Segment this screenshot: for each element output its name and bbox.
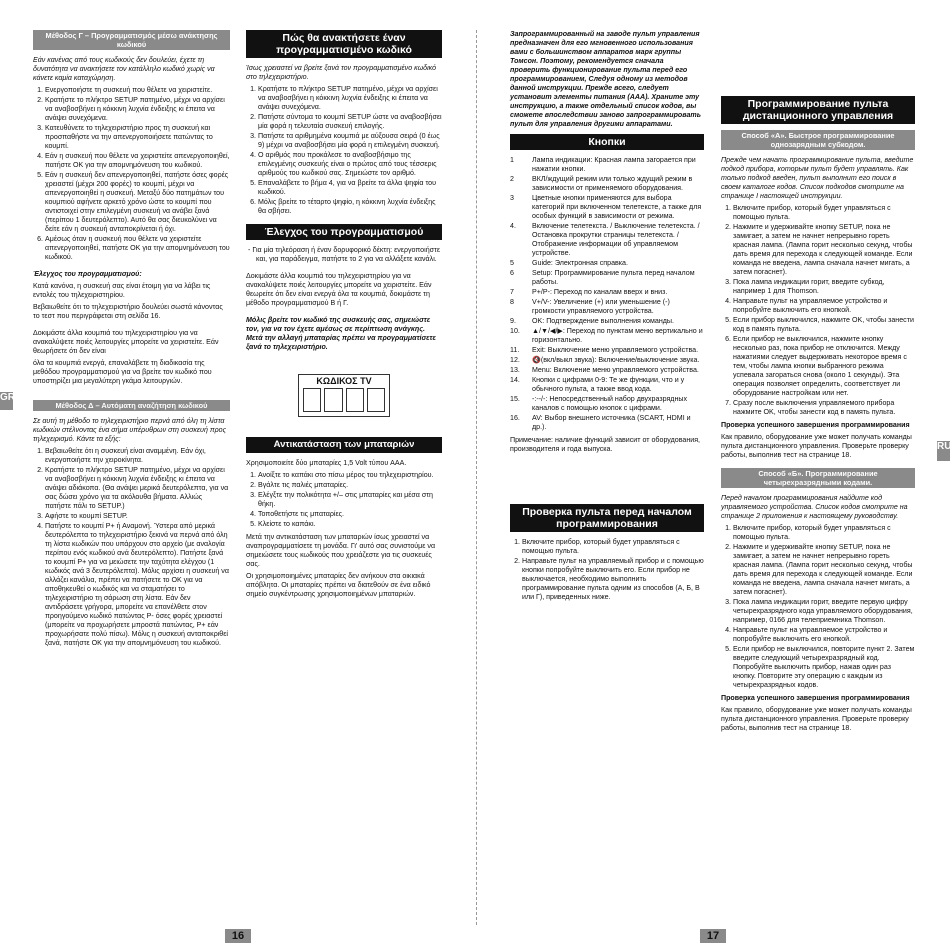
list-item: 1. Ενεργοποιήστε τη συσκευή που θέλετε να χειριστείτε. (45, 86, 230, 95)
method-a-title: Способ «А». Быстрое программирование однозарядным субкодом. (721, 130, 915, 150)
ru-intro: Запрограммированный на заводе пульт управления предназначен для его мгновенного использования вами с большинством аппаратов марк группы Томсон. Поэтому, рекомендуется сначала проверить функционирование пульта перед его программированием, Следуя одному из методов данной инструкции. Прежде всего, следует установит элементы питания (AAA). Храните эту инструкцию, а также отдельный список кодов, вы сможете впоследствии заново запрограммировать пульт для управления другими аппаратами. (510, 30, 701, 128)
column-3 (510, 30, 704, 606)
code-cell (346, 388, 364, 412)
check-paragraph: Βεβαιωθείτε ότι το τηλεχειριστήριο δουλεύει σωστά κάνοντας το τεστ που περιγράφεται στη σελίδα 16. (33, 303, 223, 320)
list-item: 3. Κατευθύνετε το τηλεχειριστήριο προς τη συσκευή και προσπαθήστε να την απενεργοποιήσετε πατώντας το κουμπί. (45, 124, 230, 151)
verify-text-a: Как правило, оборудование уже может получать команды пульта дистанционного управления. Проверьте проверку работы, выполнив тест на странице 18. (721, 433, 912, 459)
check-paragraph: Κατά κανόνα, η συσκευή σας είναι έτοιμη για να λάβει τις εντολές του τηλεχειριστηρίου. (33, 282, 211, 299)
list-item: 7 P+/P-: Переход по каналам вверх и вниз. (510, 288, 668, 296)
list-item: 4. Ο αριθμός που προκάλεσε το αναβοσβήσιμο της επιλεγμένης συσκευής είναι ο πρώτος από τους τέσσερις αριθμούς του κωδικού σας. Σημειώστε τον αριθμό. (258, 151, 442, 178)
method-b-steps (721, 524, 915, 690)
control-bullet-text: Για μία τηλεόραση ή έναν δορυφορικό δέκτη: ενεργοποιήστε και, για παράδειγμα, πατήστε το 2 για να αλλάξετε κανάλι. (252, 246, 440, 263)
list-item: 3. Пока лампа индикации горит, введите субкод, например 1 для Thomson. (733, 278, 915, 296)
code-cell (324, 388, 342, 412)
code-cell (367, 388, 385, 412)
list-item: 6. Αμέσως όταν η συσκευή που θέλετε να χειριστείτε απενεργοποιηθεί, πατήστε OK για την απομνημόνευση του κωδικού. (45, 235, 230, 262)
page-divider (476, 30, 477, 925)
list-item: 5. Если прибор выключился, нажмите OK, чтобы занести код в память пульта. (733, 316, 915, 334)
list-item: 2. Πατήστε σύντομα το κουμπί SETUP ώστε να αναβοσβήσει μία φορά η τελευταία συσκευή επιλογής. (258, 113, 442, 131)
method-d-steps (33, 447, 230, 648)
method-c-intro: Εάν κανένας από τους κωδικούς δεν δουλεύει, έχετε τη δυνατότητα να ανακτήσετε τον κατάλληλο κωδικό χωρίς να κάνετε καμία καταχώρηση. (33, 56, 215, 82)
list-item: 1. Βεβαιωθείτε ότι η συσκευή είναι αναμμένη. Εάν όχι, ενεργοποιήστε την χειροκίνητα. (45, 447, 230, 465)
list-item: 8 V+/V-: Увеличение (+) или уменьшение (-) громкости управляемого устройства. (510, 298, 670, 315)
list-item: 4. Направьте пульт на управляемое устройство и попробуйте выключить его кнопкой. (733, 626, 915, 644)
list-item: 1 Лампа индикации: Красная лампа загорается при нажатии кнопки. (510, 156, 696, 173)
list-item: 10. ▲/▼/◀/▶: Переход по пунктам меню вертикально и горизонтально. (510, 327, 703, 344)
code-cells (301, 386, 387, 414)
list-item: 4. Направьте пульт на управляемое устройство и попробуйте выключить его кнопкой. (733, 297, 915, 315)
check-before-title: Проверка пульта перед началом программирования (510, 504, 704, 532)
list-item: 1. Включите прибор, который будет управляться с помощью пульта. (733, 524, 915, 542)
method-d-intro: Σε αυτή τη μέθοδο το τηλεχειριστήριο περνά από όλη τη λίστα κωδικών στέλνοντας ένα σήμα υπέρυθρων στη συσκευή προς τηλεχειρισμό. Κάντε τα εξής: (33, 417, 227, 443)
control-bullet: - Για μία τηλεόραση ή έναν δορυφορικό δέκτη: ενεργοποιήστε και, για παράδειγμα, πατήστε το 2 για να αλλάξετε κανάλι. (248, 246, 440, 263)
list-item: 13. Menu: Включение меню управляемого устройства. (510, 366, 699, 374)
battery-paragraph: Οι χρησιμοποιημένες μπαταρίες δεν ανήκουν στα οικιακά απόβλητα. Οι μπαταρίες πρέπει να διατεθούν σε ένα ειδικό σημείο συγκέντρωσης χρησιμοποιημένων μπαταριών. (246, 572, 431, 598)
list-item: 3 Цветные кнопки применяются для выбора категорий при включенном телетексте, а также для особых функций в зависимости от режима. (510, 194, 702, 220)
method-c-steps (33, 86, 230, 262)
method-b-title: Способ «Б». Программирование четырехразрядными кодами. (721, 468, 915, 488)
verify-title-a: Проверка успешного завершения программирования (721, 421, 910, 429)
list-item: 2. Κρατήστε το πλήκτρο SETUP πατημένο, μέχρι να αρχίσει να αναβοσβήνει η κόκκινη λυχνία ένδειξης κι έπειτα να ανάψει συνεχόμενα. (45, 96, 230, 123)
check-paragraph: όλα τα κουμπιά ενεργά, επαναλάβετε τη διαδικασία της μεθόδου προγραμματισμού για να βρείτε τον κωδικό που υποστηρίζει μια μεγαλύτερη γκάμα λειτουργιών. (33, 359, 212, 385)
method-c-title: Μέθοδος Γ – Προγραμματισμός μέσω ανάκτησης κωδικού (33, 30, 230, 50)
list-item: 14. Кнопки с цифрами 0-9: Те же функции, что и у обычного пульта, а также ввод кода. (510, 376, 685, 393)
list-item: 16. AV: Выбор внешнего источника (SCART, HDMI и др.). (510, 414, 691, 431)
buttons-note: Примечание: наличие функций зависит от оборудования, производителя и года выпуска. (510, 436, 701, 453)
column-4 (721, 30, 915, 736)
retrieve-steps (246, 85, 442, 216)
verify-text-b: Как правило, оборудование уже может получать команды пульта дистанционного управления. Проверьте проверку работы, выполнив тест на странице 18. (721, 706, 912, 732)
list-item: 4. Πατήστε το κουμπί P+ ή Αναμονή. Ύστερα από μερικά δευτερόλεπτα το τηλεχειριστήριο ξεκινά να περνά από όλη τη λίστα κωδικών που υπάρχουν στο αρχείο (με αναλογία περίπου ενός κωδικού ανά δευτερόλεπτο). Πατήστε ξανά το κουμπί P+ για να μειώσετε την ταχύτητα ελέγχου (1 κωδικός ανά 3 δευτερόλεπτα). Μόλις αρχίσει η συσκευή να αλλάζει κανάλια, πρέπει να πατήσετε το OK για να αποθηκευθεί ο κωδικός και να σταματήσει το τηλεχειριστήριο τη σάρωση στη λίστα. Εάν δεν αντιδράσετε γρήγορα, μπορείτε να επανέλθετε στον προηγούμενο κωδικό πατώντας P- όσες φορές χρειαστεί (μπορείτε να προχωρήσετε μπροστά πατώντας, P+ εάν προχωρήσατε πολύ πίσω). Μόλις η συσκευή ανταποκριθεί ξανά, πατήστε OK για την απομνημόνευση του κωδικού. (45, 522, 230, 648)
list-item: 1. Включите прибор, который будет управляться с помощью пульта. (733, 204, 915, 222)
list-item: 2. Нажмите и удерживайте кнопку SETUP, пока не замигает, а затем не начнет непрерывно гореть красная лампа. (Лампа горит несколько секунд, чтобы дать время для перехода к следующей команде. Если команда не введена, лампа сначала начнет мигать, а затем погаснет). (733, 543, 915, 597)
battery-intro: Χρησιμοποιείτε δύο μπαταρίες 1,5 Volt τύπου AAA. (246, 459, 407, 467)
list-item: 5 Guide: Электронная справка. (510, 259, 628, 267)
page-number-left: 16 (225, 929, 251, 943)
control-title: Έλεγχος του προγραμματισμού (246, 224, 442, 240)
list-item: 3. Πατήστε τα αριθμημένα κουμπιά με αύξουσα σειρά (0 έως 9) μέχρι να αναβοσβήσει μία φορά η επιλεγμένη συσκευή. (258, 132, 442, 150)
control-note: Μόλις βρείτε τον κωδικό της συσκευής σας, σημειώστε τον, για να τον έχετε αμέσως σε περίπτωση ανάγκης. Μετά την αλλαγή μπαταρίας πρέπει να προγραμματίσετε ξανά το τηλεχειριστήριο. (246, 316, 436, 351)
check-paragraph: Δοκιμάστε άλλα κουμπιά του τηλεχειριστηρίου για να ανακαλύψετε ποιές λειτουργίες μπορείτε να χειριστείτε. Εάν θεωρήσετε ότι δεν είναι (33, 329, 219, 355)
list-item: 2. Βγάλτε τις παλιές μπαταρίες. (258, 481, 442, 490)
list-item: 2. Нажмите и удерживайте кнопку SETUP, пока не замигает, а затем не начнет непрерывно гореть красная лампа. (Лампа горит несколько секунд, чтобы дать время для перехода к следующей команде. Если команда не введена, лампа сначала начнет мигать, а затем погаснет). (733, 223, 915, 277)
check-before-steps (510, 538, 704, 602)
buttons-title: Кнопки (510, 134, 704, 150)
list-item: 2 ВКЛ/ждущий режим или только ждущий режим в зависимости от применяемого оборудования. (510, 175, 693, 192)
list-item: 7. Сразу после выключения управляемого прибора нажмите OK, чтобы занести код в память пульта. (733, 399, 915, 417)
list-item: 3. Αφήστε το κουμπί SETUP. (45, 512, 230, 521)
list-item: 5. Если прибор не выключился, повторите пункт 2. Затем введите следующий четырехразрядный код. Попробуйте выключить прибор, нажав один раз кнопку. Повторите эту операцию с каждым из четырехразрядных кодов. (733, 645, 915, 690)
list-item: 3. Пока лампа индикации горит, введите первую цифру четырехразрядного кода управляемого оборудования, например, 0166 для телеприемника Thomson. (733, 598, 915, 625)
list-item: 4. Включение телетекста. / Выключение телетекста. / Остановка прокрутки страницы телетекста. / Отображение информации об управляемом устройстве. (510, 222, 700, 257)
list-item: 6. Μόλις βρείτε το τέταρτο ψηφίο, η κόκκινη λυχνία ένδειξης θα σβήσει. (258, 198, 442, 216)
list-item: 4. Εάν η συσκευή που θέλετε να χειριστείτε απενεργοποιηθεί, πατήστε OK για την απομνημόνευση του κωδικού. (45, 152, 230, 170)
column-2 (246, 30, 442, 602)
list-item: 1. Κρατήστε το πλήκτρο SETUP πατημένο, μέχρι να αρχίσει να αναβοσβήνει η κόκκινη λυχνία ένδειξης κι έπειτα να ανάψει συνεχόμενα. (258, 85, 442, 112)
list-item: 9. OK: Подтверждение выполнения команды. (510, 317, 674, 325)
list-item: 4. Τοποθετήστε τις μπαταρίες. (258, 510, 442, 519)
control-paragraph: Δοκιμάστε άλλα κουμπιά του τηλεχειριστηρίου για να ανακαλύψετε ποιές λειτουργίες μπορείτε να χειριστείτε. Εάν θεωρείτε ότι δεν είναι ενεργά όλα τα κουμπιά, δοκιμάστε τη μέθοδο προγραμματισμού Β ή Γ. (246, 272, 432, 307)
programming-title: Программирование пульта дистанционного управления (721, 96, 915, 124)
list-item: 2. Κρατήστε το πλήκτρο SETUP πατημένο, μέχρι να αρχίσει να αναβοσβήνει η κόκκινη λυχνία ένδειξης κι έπειτα να ανάψει αδιάκοπα. (Θα ανάψει μερικά δευτερόλεπτα, για να σας δώσει χρόνο για τα ακόλουθα βήματα. Αλλιώς πατήστε πάλι το SETUP.) (45, 466, 230, 511)
method-a-intro: Прежде чем начать программирование пульта, введите подкод прибора, которым пульт будет управлять. Как только подкод введен, пульт выполнит его поиск в своем каталоге кодов. Список подкодов смотрите на странице I настоящей инструкции. (721, 156, 914, 200)
language-tab-gr: GR (0, 392, 13, 410)
list-item: 6. Если прибор не выключился, нажмите кнопку несколько раз, пока прибор не отключится. Между нажатиями следует выдерживать некоторое время с тем, чтобы лампа кнопки выбранного режима успевала загораться снова (около 1 секунды). Эта операция позволяет определить, соответствует ли оборудование настройкам или нет. (733, 335, 915, 398)
retrieve-title: Πώς θα ανακτήσετε έναν προγραμματισμένο κωδικό (246, 30, 442, 58)
retrieve-intro: Ίσως χρειαστεί να βρείτε ξανά τον προγραμματισμένο κωδικό στο τηλεχειριστήριο. (246, 64, 437, 81)
check-title: Έλεγχος του προγραμματισμού: (33, 270, 142, 278)
page-number-right: 17 (700, 929, 726, 943)
method-a-steps (721, 204, 915, 417)
battery-title: Αντικατάσταση των μπαταριών (246, 437, 442, 453)
column-1 (33, 30, 230, 652)
list-item: 6 Setup: Программирование пульта перед началом работы. (510, 269, 695, 286)
list-item: 5. Εάν η συσκευή δεν απενεργοποιηθεί, πατήστε όσες φορές χρειαστεί (μέχρι 200 φορές) το κουμπί, μέχρι να απενεργοποιηθεί η συσκευή. Μεταξύ δύο πατημάτων του κουμπιού αφήνετε αρκετό χρόνο ώστε το κουμπί που αντιστοιχεί στην επιλεγμένη συσκευή να ανάβει ξανά (περίπου 1 δευτερόλεπτο). Αυτό θα σας διευκολύνει να δείτε εάν η συσκευή ανταποκρίνεται ή όχι. (45, 171, 230, 234)
list-item: 2. Направьте пульт на управляемый прибор и с помощью кнопки попробуйте выключить его. Если прибор не выключается, необходимо выполнить программирование пульта одним из способов (А, Б, В или Г), приведенных ниже. (522, 557, 704, 602)
buttons-list (510, 156, 704, 432)
list-item: 15. -:--/-: Непосредственный набор двухразрядных каналов с помощью кнопок с цифрами. (510, 395, 688, 412)
list-item: 3. Ελέγξτε την πολικότητα +/– στις μπαταρίες και μέσα στη θήκη. (258, 491, 442, 509)
code-cell (303, 388, 321, 412)
battery-steps (246, 471, 442, 529)
list-item: 1. Ανοίξτε το καπάκι στο πίσω μέρος του τηλεχειριστηρίου. (258, 471, 442, 480)
verify-title-b: Проверка успешного завершения программирования (721, 694, 910, 702)
battery-paragraph: Μετά την αντικατάσταση των μπαταριών ίσως χρειαστεί να αναπρογραμματίσετε τη μονάδα. Γι' αυτό σας συνιστούμε να σημειώσετε τους κωδικούς που χρειάζεστε για τις συσκευές σας. (246, 533, 436, 568)
list-item: 5. Κλείστε το καπάκι. (258, 520, 442, 529)
list-item: 12. 🔇(вкл/выкл звука): Включение/выключение звука. (510, 356, 700, 364)
method-b-intro: Перед началом программирования найдите код управляемого устройства. Список кодов смотрите на странице 2 приложения к настоящему руководству. (721, 494, 908, 520)
list-item: 11. Exit: Выключение меню управляемого устройства. (510, 346, 699, 354)
code-box-label: ΚΩΔΙΚΟΣ TV (316, 376, 372, 386)
list-item: 5. Επαναλάβετε το βήμα 4, για να βρείτε τα άλλα ψηφία του κωδικού. (258, 179, 442, 197)
language-tab-ru: RU (937, 441, 950, 461)
method-d-title: Μέθοδος Δ – Αυτόματη αναζήτηση κωδικού (33, 400, 230, 411)
list-item: 1. Включите прибор, который будет управляться с помощью пульта. (522, 538, 704, 556)
code-box (298, 374, 390, 417)
